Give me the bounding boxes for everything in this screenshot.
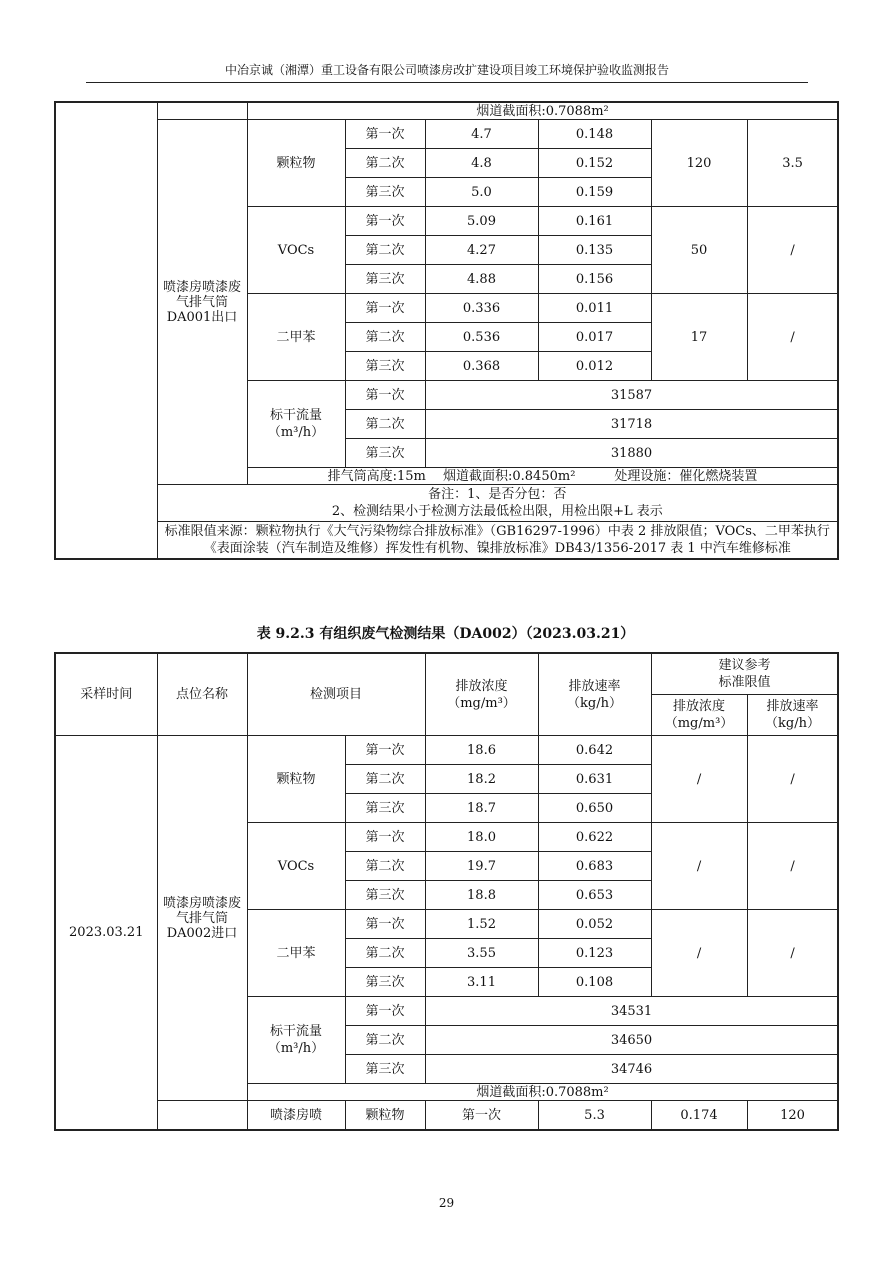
std-rate: 3.5 — [747, 120, 838, 207]
rate-value: 0.011 — [538, 294, 651, 323]
header-rule — [86, 82, 808, 83]
pollutant-name: 颗粒物 — [247, 736, 345, 823]
table-caption: 表 9.2.3 有组织废气检测结果（DA002）（2023.03.21） — [256, 626, 635, 642]
rate-value: 0.012 — [538, 352, 651, 381]
run-label: 第二次 — [345, 939, 425, 968]
conc-value: 3.55 — [425, 939, 538, 968]
std-conc: 120 — [651, 120, 747, 207]
rate-value: 0.148 — [538, 120, 651, 149]
header-conc-unit: （mg/m³） — [447, 695, 516, 711]
rate-value: 0.174 — [651, 1101, 747, 1131]
rate-value: 0.653 — [538, 881, 651, 910]
remarks — [157, 485, 838, 522]
run-label: 第一次 — [345, 910, 425, 939]
run-label: 第一次 — [345, 997, 425, 1026]
blank-cell — [157, 1101, 247, 1131]
conc-value: 19.7 — [425, 852, 538, 881]
standard-source: 标准限值来源：颗粒物执行《大气污染物综合排放标准》（GB16297-1996）中表 2 排放限值；VOCs、二甲苯执行《表面涂装（汽车制造及维修）挥发性有机物、镍排放标准》DB43/1356-2017 表 1 中汽车维修标准 — [157, 522, 838, 560]
conc-value: 18.7 — [425, 794, 538, 823]
results-table-da002 — [54, 652, 839, 1131]
pollutant-name: 二甲苯 — [247, 294, 345, 381]
rate-value: 0.683 — [538, 852, 651, 881]
header-rate-label: 排放速率 — [568, 678, 621, 694]
header-std-conc-unit: （mg/m³） — [664, 716, 734, 731]
flow-value: 31718 — [425, 410, 838, 439]
run-label: 第二次 — [345, 149, 425, 178]
run-label: 第一次 — [345, 207, 425, 236]
page-number: 29 — [438, 1196, 455, 1210]
pollutant-name: VOCs — [247, 823, 345, 910]
header-std-group — [651, 653, 838, 695]
flow-label-name: 标干流量 — [269, 408, 322, 423]
run-label: 第二次 — [345, 852, 425, 881]
header-rate — [538, 653, 651, 736]
header-std-conc-label: 排放浓度 — [673, 699, 726, 714]
rate-value: 0.631 — [538, 765, 651, 794]
run-label: 第三次 — [345, 1055, 425, 1084]
flow-label-unit: （m³/h） — [267, 425, 325, 440]
std-conc: / — [651, 823, 747, 910]
conc-value: 0.536 — [425, 323, 538, 352]
rate-value: 0.642 — [538, 736, 651, 765]
rate-value: 0.161 — [538, 207, 651, 236]
flow-value: 34746 — [425, 1055, 838, 1084]
sampling-date: 2023.03.21 — [55, 736, 157, 1131]
conc-value: 0.336 — [425, 294, 538, 323]
flow-label — [247, 997, 345, 1084]
run-label: 第三次 — [345, 881, 425, 910]
area-cell: 烟道截面积:0.7088m² — [247, 1084, 838, 1101]
point-name-cell — [157, 736, 247, 1101]
run-label: 第一次 — [345, 294, 425, 323]
conc-value: 18.2 — [425, 765, 538, 794]
run-label: 第一次 — [345, 120, 425, 149]
rate-value: 0.152 — [538, 149, 651, 178]
header-std-rate-label: 排放速率 — [766, 699, 819, 714]
point-name-cell — [157, 120, 247, 485]
rate-value: 0.017 — [538, 323, 651, 352]
std-conc: 50 — [651, 207, 747, 294]
header-std-group-line1: 建议参考 — [718, 658, 771, 673]
run-label: 第二次 — [345, 236, 425, 265]
header-test-item: 检测项目 — [247, 653, 425, 736]
conc-value: 18.0 — [425, 823, 538, 852]
run-label: 第三次 — [345, 794, 425, 823]
header-point-name: 点位名称 — [157, 653, 247, 736]
flow-value: 31880 — [425, 439, 838, 468]
point-name-text: 喷漆房喷漆废气排气筒DA002进口 — [162, 895, 241, 941]
run-label: 第一次 — [345, 736, 425, 765]
pollutant-name: 二甲苯 — [247, 910, 345, 997]
rate-value: 0.123 — [538, 939, 651, 968]
std-conc: / — [651, 736, 747, 823]
stack-info: 排气筒高度:15m 烟道截面积:0.8450m² 处理设施：催化燃烧装置 — [247, 468, 838, 485]
run-label: 第二次 — [345, 1026, 425, 1055]
run-label: 第一次 — [345, 823, 425, 852]
std-rate: / — [747, 294, 838, 381]
blank-cell — [157, 102, 247, 120]
conc-value: 18.6 — [425, 736, 538, 765]
conc-value: 3.11 — [425, 968, 538, 997]
flow-value: 34650 — [425, 1026, 838, 1055]
run-label: 第二次 — [345, 323, 425, 352]
run-label: 第一次 — [345, 381, 425, 410]
sampling-time-cell — [55, 102, 157, 559]
conc-value: 5.3 — [538, 1101, 651, 1131]
std-conc: / — [651, 910, 747, 997]
conc-value: 0.368 — [425, 352, 538, 381]
pollutant-name: VOCs — [247, 207, 345, 294]
conc-value: 18.8 — [425, 881, 538, 910]
conc-value: 4.8 — [425, 149, 538, 178]
point-name-partial: 喷漆房喷 — [247, 1101, 345, 1131]
conc-value: 4.88 — [425, 265, 538, 294]
rate-value: 0.650 — [538, 794, 651, 823]
header-conc — [425, 653, 538, 736]
std-conc: 17 — [651, 294, 747, 381]
results-table-da001 — [54, 101, 839, 560]
rate-value: 0.052 — [538, 910, 651, 939]
run-label: 第三次 — [345, 968, 425, 997]
std-rate: / — [747, 736, 838, 823]
flow-value: 31587 — [425, 381, 838, 410]
rate-value: 0.135 — [538, 236, 651, 265]
remark-line-1: 备注：1、是否分包：否 — [428, 487, 567, 502]
page-header: 中冶京诚（湘潭）重工设备有限公司喷漆房改扩建设项目竣工环境保护验收监测报告 — [224, 63, 669, 77]
flow-label-unit: （m³/h） — [267, 1041, 325, 1056]
std-rate: / — [747, 910, 838, 997]
header-sampling-time: 采样时间 — [55, 653, 157, 736]
header-conc-label: 排放浓度 — [455, 678, 508, 694]
run-label: 第二次 — [345, 410, 425, 439]
pollutant-name: 颗粒物 — [345, 1101, 425, 1131]
header-std-rate-unit: （kg/h） — [765, 716, 820, 731]
pollutant-name: 颗粒物 — [247, 120, 345, 207]
rate-value: 0.108 — [538, 968, 651, 997]
rate-value: 0.156 — [538, 265, 651, 294]
header-std-conc — [651, 695, 747, 736]
conc-value: 5.0 — [425, 178, 538, 207]
run-label: 第三次 — [345, 352, 425, 381]
flow-value: 34531 — [425, 997, 838, 1026]
run-label: 第一次 — [425, 1101, 538, 1131]
rate-value: 0.159 — [538, 178, 651, 207]
top-area-cell: 烟道截面积:0.7088m² — [247, 102, 838, 120]
header-std-rate — [747, 695, 838, 736]
header-std-group-line2: 标准限值 — [718, 675, 771, 690]
run-label: 第三次 — [345, 178, 425, 207]
remark-line-2: 2、检测结果小于检测方法最低检出限，用检出限+L 表示 — [331, 504, 663, 519]
point-name-text: 喷漆房喷漆废气排气筒DA001出口 — [162, 279, 241, 325]
flow-label — [247, 381, 345, 468]
conc-value: 4.27 — [425, 236, 538, 265]
conc-value: 1.52 — [425, 910, 538, 939]
conc-value: 4.7 — [425, 120, 538, 149]
run-label: 第三次 — [345, 265, 425, 294]
header-rate-unit: （kg/h） — [567, 695, 622, 711]
std-conc: 120 — [747, 1101, 838, 1131]
conc-value: 5.09 — [425, 207, 538, 236]
std-rate: / — [747, 207, 838, 294]
run-label: 第二次 — [345, 765, 425, 794]
flow-label-name: 标干流量 — [269, 1024, 322, 1039]
run-label: 第三次 — [345, 439, 425, 468]
rate-value: 0.622 — [538, 823, 651, 852]
std-rate: / — [747, 823, 838, 910]
